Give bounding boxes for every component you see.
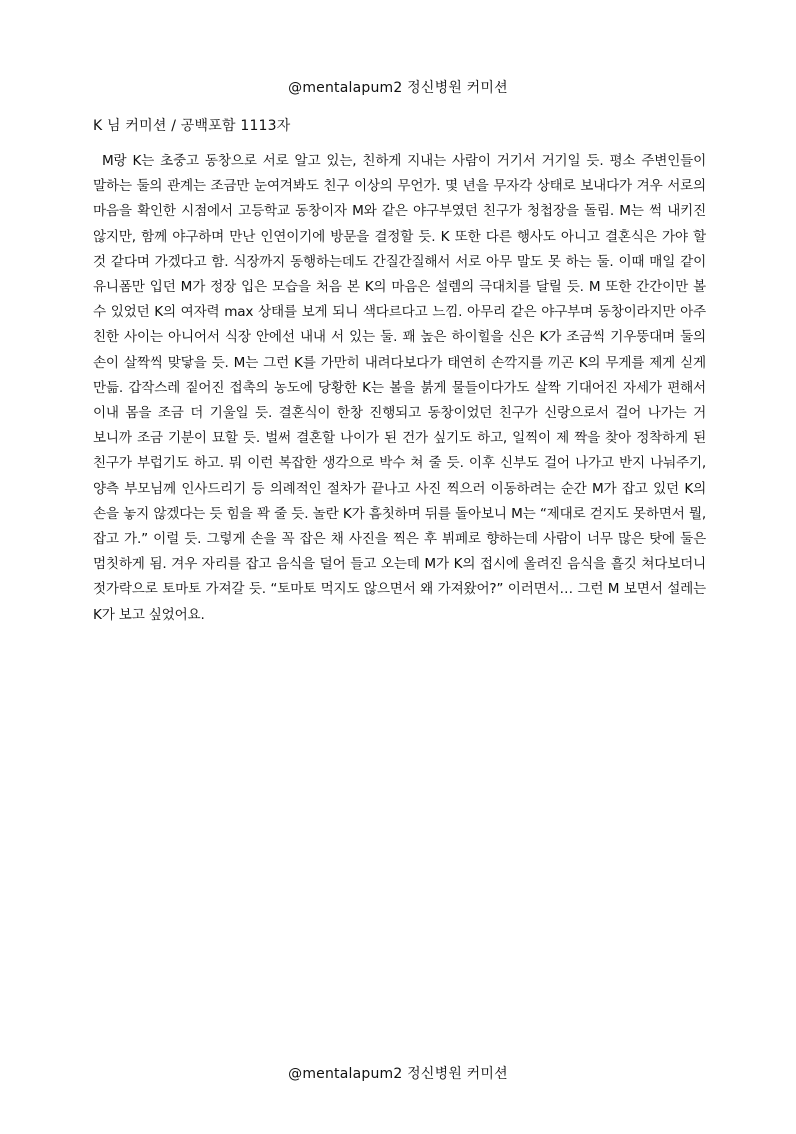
- body-paragraph: M랑 K는 초중고 동창으로 서로 알고 있는, 친하게 지내는 사람이 거기서 거기일 듯. 평소 주변인들이 말하는 둘의 관계는 조금만 눈여겨봐도 친구 이상의 무언가. 몇 년을 무자각 상태로 보내다가 겨우 서로의 마음을 확인한 시점에서 고등학교 동창이자 M와 같은 야구부였던 친구가 청첩장을 돌림. M는 썩 내키진 않지만, 함께 야구하며 만난 인연이기에 방문을 결정할 듯. K 또한 다른 행사도 아니고 결혼식은 가야 할 것 같다며 가겠다고 함. 식장까지 동행하는데도 간질간질해서 서로 아무 말도 못 하는 둘. 이때 매일 같이 유니폼만 입던 M가 정장 입은 모습을 처음 본 K의 마음은 설렘의 극대치를 달릴 듯. M 또한 간간이만 볼 수 있었던 K의 여자력 max 상태를 보게 되니 색다르다고 느낌. 아무리 같은 야구부며 동창이라지만 아주 친한 사이는 아니어서 식장 안에선 내내 서 있는 둘. 꽤 높은 하이힐을 신은 K가 조금씩 기우뚱대며 둘의 손이 살짝씩 맞닿을 듯. M는 그런 K를 가만히 내려다보다가 태연히 손깍지를 끼곤 K의 무게를 제게 싣게 만듦. 갑작스레 짙어진 접촉의 농도에 당황한 K는 볼을 붉게 물들이다가도 살짝 기대어진 자세가 편해서 이내 몸을 조금 더 기울일 듯. 결혼식이 한창 진행되고 동창이었던 친구가 신랑으로서 걸어 나가는 거 보니까 조금 기분이 묘할 듯. 벌써 결혼할 나이가 된 건가 싶기도 하고, 일찍이 제 짝을 찾아 정착하게 된 친구가 부럽기도 하고. 뭐 이런 복잡한 생각으로 박수 쳐 줄 듯. 이후 신부도 걸어 나가고 반지 나눠주기, 양측 부모님께 인사드리기 등 의례적인 절차가 끝나고 사진 찍으러 이동하려는 순간 M가 잡고 있던 K의 손을 놓지 않겠다는 듯 힘을 꽉 줄 듯. 놀란 K가 흠칫하며 뒤를 돌아보니 M는 “제대로 걷지도 못하면서 뭘, 잡고 가.” 이럴 듯. 그렇게 손을 꼭 잡은 채 사진을 찍은 후 뷔페로 향하는데 사람이 너무 많은 탓에 둘은 멈칫하게 됨. 겨우 자리를 잡고 음식을 덜어 들고 오는데 M가 K의 접시에 올려진 음식을 흘깃 쳐다보더니 젓가락으로 토마토 가져갈 듯. “토마토 먹지도 않으면서 왜 가져왔어?” 이러면서… 그런 M 보면서 설레는 K가 보고 싶었어요.: [93, 153, 706, 623]
- page-footer: @mentalapum2 정신병원 커미션: [288, 1066, 508, 1082]
- commission-subtitle: K 님 커미션 / 공백포함 1113자: [93, 118, 291, 134]
- page-header: @mentalapum2 정신병원 커미션: [288, 80, 508, 96]
